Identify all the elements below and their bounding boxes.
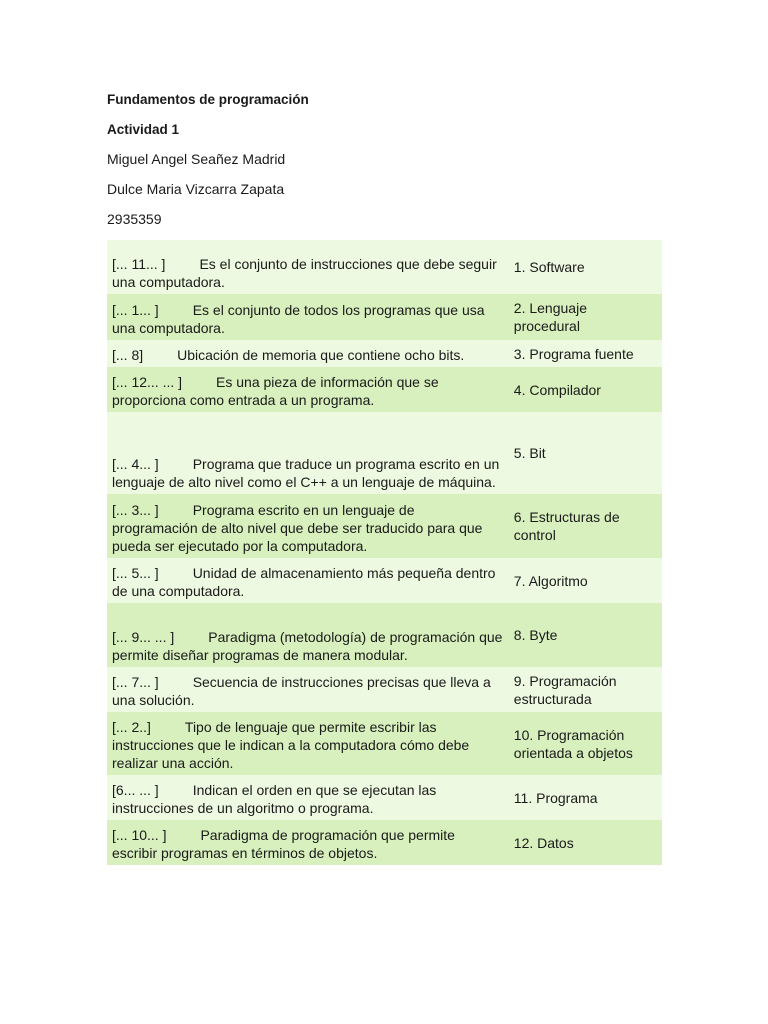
definition-text: Es una pieza de información que se proporciona como entrada a un programa. <box>112 374 439 408</box>
table-row <box>107 367 662 412</box>
activity-title: Actividad 1 <box>107 122 180 137</box>
answer-number: [... 10... ] <box>112 827 167 843</box>
definition-text: Programa escrito en un lenguaje de programación de alto nivel que debe ser traducido para que pueda ser ejecutado por la computadora. <box>112 502 483 554</box>
answer-number: [... 4... ] <box>112 456 159 472</box>
definition-text: Paradigma de programación que permite escribir programas en términos de objetos. <box>112 827 455 861</box>
answer-number: [... 8] <box>112 347 144 363</box>
definition-cell <box>107 340 509 367</box>
term-cell: 3. Programa fuente <box>509 340 662 367</box>
definition-text: Tipo de lenguaje que permite escribir las instrucciones que le indican a la computadora cómo debe realizar una acción. <box>112 719 470 771</box>
term-cell: 9. Programación estructurada <box>509 667 662 712</box>
definition-text: Indican el orden en que se ejecutan las instrucciones de un algoritmo o programa. <box>112 782 437 816</box>
definition-text: Programa que traduce un programa escrito en un lenguaje de alto nivel como el C++ a un lenguaje de máquina. <box>112 456 500 490</box>
definition-cell <box>107 712 509 775</box>
table-row <box>107 494 662 558</box>
definition-cell <box>107 294 509 340</box>
table-row <box>107 294 662 340</box>
definition-cell <box>107 667 509 712</box>
answer-number: [... 9... ... ] <box>112 629 175 645</box>
student-name-1: Miguel Angel Seañez Madrid <box>107 151 286 167</box>
id-number: 2935359 <box>107 211 162 227</box>
table-row <box>107 820 662 865</box>
matching-table <box>107 240 662 865</box>
definition-cell <box>107 494 509 558</box>
course-title: Fundamentos de programación <box>107 92 309 107</box>
definition-text: Secuencia de instrucciones precisas que lleva a una solución. <box>112 674 491 708</box>
table-row <box>107 240 662 294</box>
definition-text: Unidad de almacenamiento más pequeña dentro de una computadora. <box>112 565 496 599</box>
table-row <box>107 712 662 775</box>
term-cell: 12. Datos <box>509 820 662 865</box>
answer-number: [... 2..] <box>112 719 151 735</box>
table-row <box>107 603 662 667</box>
table-row <box>107 558 662 603</box>
term-cell: 11. Programa <box>509 775 662 820</box>
term-cell: 5. Bit <box>509 412 662 494</box>
answer-number: [... 3... ] <box>112 502 159 518</box>
term-cell: 4. Compilador <box>509 367 662 412</box>
definition-text: Ubicación de memoria que contiene ocho bits. <box>177 347 465 363</box>
term-cell: 10. Programación orientada a objetos <box>509 712 662 775</box>
answer-number: [... 11... ] <box>112 256 166 272</box>
term-cell: 7. Algoritmo <box>509 558 662 603</box>
definition-cell <box>107 603 509 667</box>
answer-number: [6... ... ] <box>112 782 159 798</box>
answer-number: [... 12... ... ] <box>112 374 183 390</box>
definition-cell <box>107 558 509 603</box>
term-cell: 8. Byte <box>509 603 662 667</box>
answer-number: [... 5... ] <box>112 565 159 581</box>
table-row <box>107 775 662 820</box>
definition-text: Es el conjunto de todos los programas que usa una computadora. <box>112 302 485 336</box>
table-row <box>107 667 662 712</box>
definition-cell <box>107 367 509 412</box>
answer-number: [... 1... ] <box>112 302 159 318</box>
definition-cell <box>107 240 509 294</box>
table-row <box>107 412 662 494</box>
definition-text: Paradigma (metodología) de programación que permite diseñar programas de manera modular. <box>112 629 503 663</box>
term-cell: 2. Lenguaje procedural <box>509 294 662 340</box>
student-name-2: Dulce Maria Vizcarra Zapata <box>107 181 285 197</box>
term-cell: 6. Estructuras de control <box>509 494 662 558</box>
definition-cell <box>107 820 509 865</box>
term-cell: 1. Software <box>509 240 662 294</box>
definition-cell <box>107 412 509 494</box>
definition-text: Es el conjunto de instrucciones que debe seguir una computadora. <box>112 256 497 290</box>
answer-number: [... 7... ] <box>112 674 159 690</box>
table-row <box>107 340 662 367</box>
definition-cell <box>107 775 509 820</box>
